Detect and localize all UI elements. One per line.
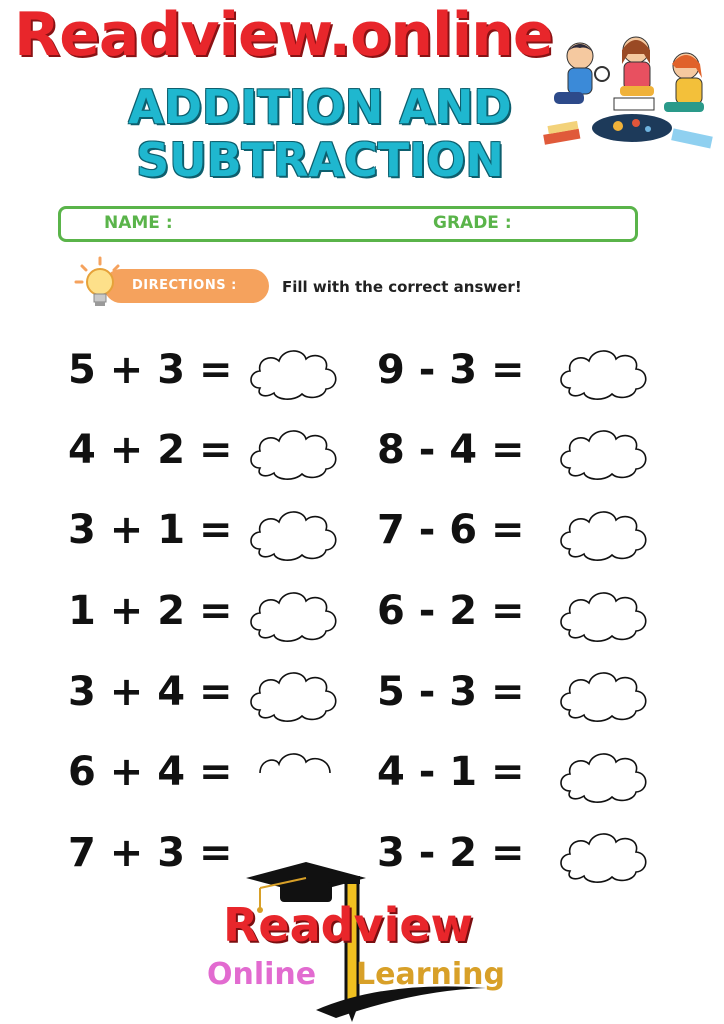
lightbulb-icon [74,256,126,314]
name-label: NAME : [104,213,173,233]
directions-label: DIRECTIONS : [132,278,237,293]
answer-cloud[interactable] [246,342,342,404]
grade-label: GRADE : [433,213,512,233]
addition-problem: 5 + 3 = [68,347,233,393]
answer-cloud[interactable] [556,825,652,887]
subtraction-problem: 7 - 6 = [377,507,525,553]
subtraction-problem: 3 - 2 = [377,830,525,876]
answer-cloud[interactable] [556,664,652,726]
logo-learning: Learning [356,957,505,992]
subtraction-problem: 5 - 3 = [377,669,525,715]
addition-problem: 7 + 3 = [68,830,233,876]
answer-cloud[interactable] [246,422,342,484]
answer-cloud-partial[interactable] [246,745,342,773]
addition-problem: 3 + 1 = [68,507,233,553]
worksheet-title-line1: ADDITION AND [128,80,512,134]
subtraction-problem: 6 - 2 = [377,588,525,634]
answer-cloud[interactable] [556,584,652,646]
site-title: Readview.online [14,0,553,70]
answer-cloud[interactable] [556,745,652,807]
logo-brand: Readview [223,898,474,952]
logo-online: Online [207,957,317,992]
answer-cloud[interactable] [246,584,342,646]
addition-problem: 3 + 4 = [68,669,233,715]
addition-problem: 1 + 2 = [68,588,233,634]
subtraction-problem: 4 - 1 = [377,749,525,795]
subtraction-problem: 9 - 3 = [377,347,525,393]
subtraction-problem: 8 - 4 = [377,427,525,473]
worksheet-title-line2: SUBTRACTION [136,133,504,187]
addition-problem: 4 + 2 = [68,427,233,473]
answer-cloud[interactable] [556,503,652,565]
answer-cloud[interactable] [246,664,342,726]
addition-problem: 6 + 4 = [68,749,233,795]
answer-cloud[interactable] [246,503,342,565]
answer-cloud[interactable] [556,422,652,484]
directions-text: Fill with the correct answer! [282,278,522,296]
answer-cloud[interactable] [556,342,652,404]
